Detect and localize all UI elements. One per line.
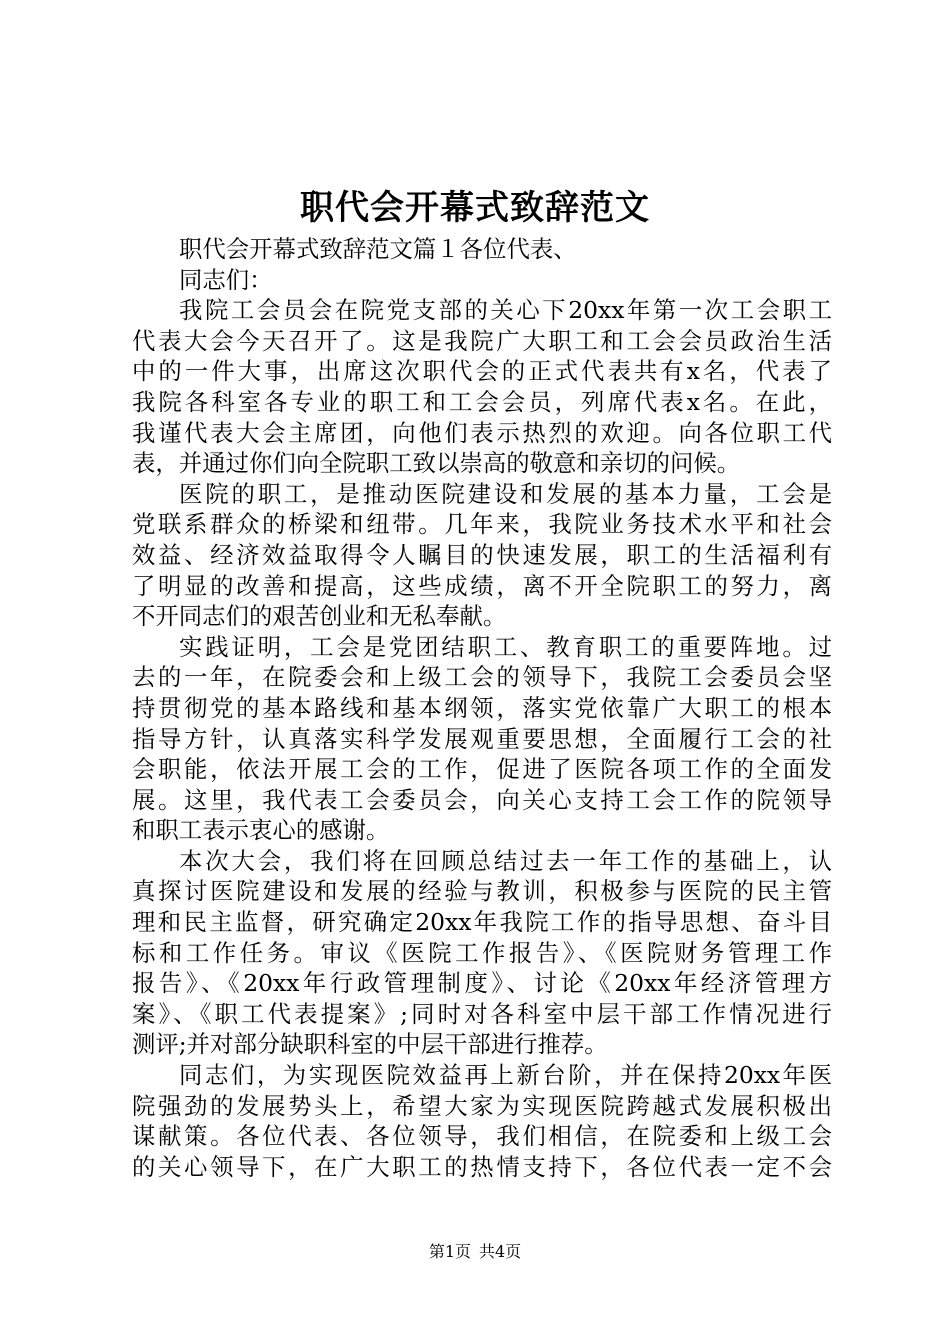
page-total: 共4页: [479, 1242, 522, 1261]
text-line: 的关心领导下，在广大职工的热情支持下，各位代表一定不会: [132, 1152, 832, 1181]
text-line: 报告》、《20xx年行政管理制度》、讨论《20xx年经济管理方: [132, 969, 832, 998]
text-line: 测评;并对部分缺职科室的中层干部进行推荐。: [132, 1030, 608, 1059]
text-line: 我谨代表大会主席团，向他们表示热烈的欢迎。向各位职工代: [132, 418, 832, 447]
text-line: 代表大会今天召开了。这是我院广大职工和工会会员政治生活: [132, 326, 832, 355]
text-line: 院强劲的发展势头上，希望大家为实现医院跨越式发展积极出: [132, 1091, 832, 1120]
text-line: 医院的职工，是推动医院建设和发展的基本力量，工会是: [179, 479, 832, 508]
text-line: 会职能，依法开展工会的工作，促进了医院各项工作的全面发: [132, 755, 832, 784]
page-footer: [0, 1240, 950, 1264]
text-line: 我院各科室各专业的职工和工会会员，列席代表x名。在此，: [132, 387, 832, 416]
text-line: 表，并通过你们向全院职工致以崇高的敬意和亲切的问候。: [132, 449, 741, 478]
text-line: 案》、《职工代表提案》;同时对各科室中层干部工作情况进行: [132, 999, 832, 1028]
text-line: 谋献策。各位代表、各位领导，我们相信，在院委和上级工会: [132, 1122, 832, 1151]
text-line: 去的一年，在院委会和上级工会的领导下，我院工会委员会坚: [132, 663, 832, 692]
page-number: 第1页: [428, 1242, 471, 1261]
document-title: 职代会开幕式致辞范文: [300, 188, 650, 228]
text-line: 不开同志们的艰苦创业和无私奉献。: [132, 602, 507, 631]
document-body: [132, 234, 832, 1182]
text-line: 和职工表示衷心的感谢。: [132, 816, 390, 845]
text-line: 理和民主监督，研究确定20xx年我院工作的指导思想、奋斗目: [132, 908, 832, 937]
text-line: 职代会开幕式致辞范文篇１各位代表、: [179, 235, 577, 263]
text-line: 持贯彻党的基本路线和基本纲领，落实党依靠广大职工的根本: [132, 693, 832, 722]
text-line: 标和工作任务。审议《医院工作报告》、《医院财务管理工作: [132, 938, 832, 967]
text-line: 同志们，为实现医院效益再上新台阶，并在保持20xx年医: [179, 1061, 832, 1090]
text-line: 效益、经济效益取得令人瞩目的快速发展，职工的生活福利有: [132, 540, 832, 569]
text-line: 实践证明，工会是党团结职工、教育职工的重要阵地。过: [179, 632, 832, 661]
text-line: 指导方针，认真落实科学发展观重要思想，全面履行工会的社: [132, 724, 832, 753]
text-line: 党联系群众的桥梁和纽带。几年来，我院业务技术水平和社会: [132, 510, 832, 539]
text-line: 了明显的改善和提高，这些成绩，离不开全院职工的努力，离: [132, 571, 832, 600]
text-line: 我院工会员会在院党支部的关心下20xx年第一次工会职工: [179, 296, 832, 325]
text-line: 中的一件大事，出席这次职代会的正式代表共有x名，代表了: [132, 357, 832, 386]
text-line: 展。这里，我代表工会委员会，向关心支持工会工作的院领导: [132, 785, 832, 814]
text-line: 同志们：: [179, 265, 273, 294]
text-line: 真探讨医院建设和发展的经验与教训，积极参与医院的民主管: [132, 877, 832, 906]
text-line: 本次大会，我们将在回顾总结过去一年工作的基础上，认: [179, 846, 832, 875]
